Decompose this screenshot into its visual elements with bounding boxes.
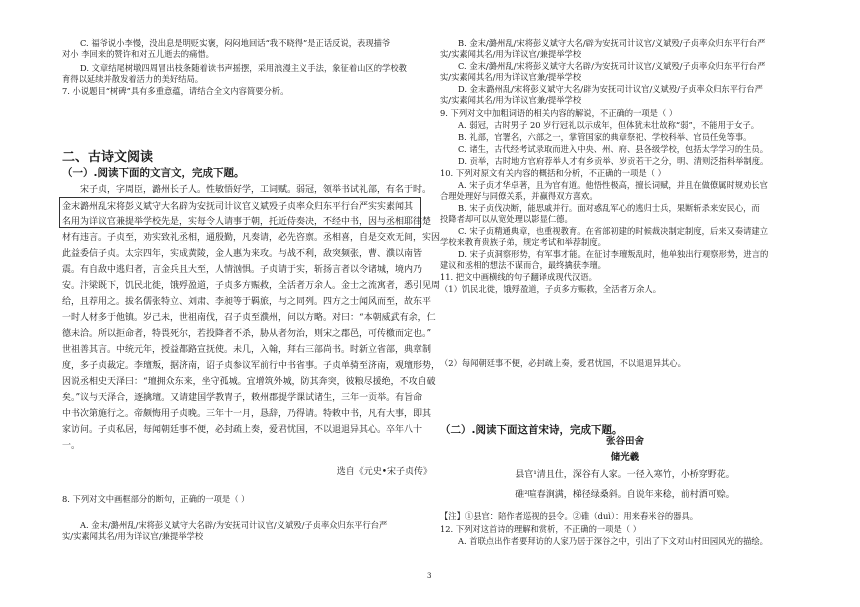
question-12: 12. 下列对这首诗的理解和赏析，不正确的一项是（ ） xyxy=(440,524,642,534)
passage-line: 一时人材多于他镇。岁己未，世祖南伐，召子贞至濮州，问以方略。对曰：“本朝威武有余，仁 xyxy=(62,313,436,323)
q8-option-d: D. 金末潞州乱/宋将彭义斌守大名/辟为安抚司计议官/义斌殁/子贞率众归东平行台严 xyxy=(458,84,763,94)
poem-title: 张谷田舍 xyxy=(605,436,644,447)
poem-line: 碓²喧春涧满，梯径绿桑斜。自说年来稔，前村酒可赊。 xyxy=(515,490,735,500)
passage-line: 德未洽。所以拒命者，特畏死尔，若投降者不杀，胁从者勿治，则宋之郡邑，可传檄而定也。” xyxy=(62,329,432,339)
q10-option-a-cont: 合理处理好与同僚关系，并赢得双方喜欢。 xyxy=(440,191,598,201)
passage-line: 世祖善其言。中统元年，授益都路宣抚使。未几，入翰，拜右三部尚书。时新立省部，典章制 xyxy=(62,345,432,355)
q11-item-2: （2）每闻朝廷事不便，必封疏上奏，爱君忧国，不以退退异其心。 xyxy=(440,358,686,368)
passage-line: 材有违言。子贞至，劝实致礼丞相，通殷勤，凡奏请，必先咨禀。丞相喜，自是交欢无间，实因 xyxy=(62,233,441,243)
q10-option-c-cont: 学校来教育贵族子弟，规定考试和举荐制度。 xyxy=(440,237,606,247)
q9-option-a: A. 弱冠，古时男子 20 岁行冠礼以示成年，但体犹未壮故称“弱”，不能用于女子。 xyxy=(458,120,760,130)
passage-line: 矣。”议与天泽合，逐擒璮。又请建国学教胄子，敕州郡提学课试诸生，三年一贡举。有旨命 xyxy=(62,393,423,403)
section-title: 二、古诗文阅读 xyxy=(62,150,154,165)
q11-item-1: （1）饥民北徙，饿殍盈道，子贞多方赈救，全活者万余人。 xyxy=(440,284,661,294)
q10-option-c: C. 宋子贞精通典章，也重视教育。在省部初建的时候裁决制定制度，后来又奏请建立 xyxy=(458,226,769,236)
q8-option-a-cont: 实/实素闻其名/用为详议官/兼提举学校 xyxy=(62,531,204,541)
passage-line: 安。汴梁既下，饥民北徙，饿殍盈道，子贞多方赈救，全活者万余人。金士之流寓者，悉引见周 xyxy=(62,281,441,291)
question-8: 8. 下列对文中画框部分的断句，正确的一项是（ ） xyxy=(62,494,250,504)
poem-author: 储光羲 xyxy=(610,452,640,463)
q10-option-b-cont: 投降者却可以从宽处理以影显仁德。 xyxy=(440,214,573,224)
text-line: D. 文章结尾树墩四周冒出枝条随着读书声摇摆，采用浪漫主义手法，象征着山区的学校教 xyxy=(80,63,407,73)
passage-line: 名用为详议官兼提举学校先是，实每令人请事于朝，托近侍奏决，不经中书，因与丞相耶律楚 xyxy=(62,217,432,227)
question-11: 11. 把文中画横线的句子翻译成现代汉语。 xyxy=(440,272,597,282)
q10-option-d: D. 宋子贞洞察形势，有军事才能。在征讨李璮叛乱时，他单独出行观察形势，进言的 xyxy=(458,249,769,259)
passage-line: 震。有自敌中逃归者，言金兵且大至，人情汹惧。子贞请于实，斩扬言者以令诸城，境内乃 xyxy=(62,265,423,275)
passage-line: 一。 xyxy=(62,441,81,451)
q12-option-a: A. 首联点出作者要拜访的人家乃居于深谷之中，引出了下文对山村田园风光的描绘。 xyxy=(458,536,768,546)
passage-line: 度，多子贞裁定。李璮叛，据济南，诏子贞参议军前行中书省事。子贞单骑至济南，观璮形势， xyxy=(62,361,441,371)
q9-option-d: D. 贡举，古时地方官府荐举人才有乡贡举、岁贡若干之分，明、清则泛指科举制度。 xyxy=(458,156,769,166)
passage-line: 宋子贞，字周臣，潞州长子人。性敏悟好学，工词赋。弱冠，领举书试礼部，有名于时。 xyxy=(80,185,432,195)
question-7: 7. 小说题目“树碑”具有多重意蕴，请结合全文内容简要分析。 xyxy=(62,86,289,96)
q9-option-b: B. 礼部，官署名，六部之一，掌管国家的典章祭祀、学校科举、官员任免等事。 xyxy=(458,132,752,142)
subsection-title: （一）.阅读下面的文言文，完成下题。 xyxy=(62,167,245,179)
passage-line: 中书次第施行之。帝颇悔用子贞晚。三年十一月，恳辞，乃得请。特敕中书，凡有大事，即其 xyxy=(62,409,432,419)
q8-option-c-cont: 实/实素闻其名/用为详议官兼/提举学校 xyxy=(440,72,582,82)
poem-line: 县官¹清且仕，深谷有人家。一径入寒竹，小桥穿野花。 xyxy=(515,470,735,480)
q10-option-b: B. 宋子贞伐决断，能思戚并行。面对惑乱军心的逃归士兵，果断斩杀来安民心，而 xyxy=(458,203,760,213)
q10-option-d-cont: 建议和丞相的想法不谋而合，最终擒获李璮。 xyxy=(440,260,606,270)
question-10: 10. 下列对原文有关内容的概括和分析，不正确的一项是（ ） xyxy=(440,168,666,178)
text-line: 育得以延续并散发着活力的美好结局。 xyxy=(62,74,204,84)
poem-note: 【注】①县官：陪作者巡视的县令。②碓（duì）：用来舂米谷的器具。 xyxy=(440,511,699,521)
q8-option-b-cont: 实/实素闻其名/用为详议官/兼提举学校 xyxy=(440,49,582,59)
passage-line: 因说丞相史天泽曰：“璮拥众东来，坐守孤城。宜增筑外城，防其奔突，彼粮尽援绝，不攻自破 xyxy=(62,377,436,387)
passage-line: 家访问。子贞私居，每闻朝廷事不便，必封疏上奏，爱君忧国，不以退退异其心。卒年八十 xyxy=(62,425,423,435)
question-9: 9. 下列对文中加粗词语的相关内容的解说，不正确的一项是（ ） xyxy=(440,108,678,118)
passage-line: 给，且荐用之。拔名儒张特立、刘肃、李昶等于羁旅，与之同列。四方之士闻风而至，故东平 xyxy=(62,297,432,307)
q10-option-a: A. 宋子贞才华卓著，且为官有道。他悟性极高，擅长词赋，并且在做僚属时规劝长官 xyxy=(458,180,768,190)
q8-option-d-cont: 实/实素闻其名/用为详议官兼/提举学校 xyxy=(440,95,582,105)
q8-option-a: A. 金末/潞州乱/宋将彭义斌守大名辟/为安抚司计议官/义斌殁/子贞率众归东平行台严 xyxy=(80,520,388,530)
page-number: 3 xyxy=(427,572,432,580)
passage-line: 金末潞州乱宋将彭义斌守大名辟为安抚司计议官义斌殁子贞率众归东平行台严实实素闻其 xyxy=(62,202,414,212)
q9-option-c: C. 诸生，古代经考试录取而进入中央、州、府、县各级学校，包括太学学习的生员。 xyxy=(458,144,769,154)
subsection-title-2: （二）.阅读下面这首宋诗，完成下题。 xyxy=(440,424,623,436)
passage-line: 此益委信子贞。太宗四年，实成黄陵，金人惠为来攻。与战不利，敌突频张，曹、濮以南皆 xyxy=(62,249,423,259)
text-line: 对小 李回来的赞许和对五儿逝去的痛惜。 xyxy=(62,49,214,59)
passage-source: 选自《元史•宋子贞传》 xyxy=(336,467,432,477)
text-line: C. 福爷说小李慢，没出息是明贬实褒，闷闷地回话“我不晓得”是正话反说，表现描爷 xyxy=(80,38,391,48)
q8-option-c: C. 金末/潞州乱/宋将彭义斌守大名辟/为安抚司计议官/义斌殁/子贞率众归东平行台严 xyxy=(458,61,766,71)
q8-option-b: B. 金末/潞州乱/宋将彭义斌守大名/辟为安抚司计议官/义斌殁/子贞率众归东平行台严 xyxy=(458,38,766,48)
